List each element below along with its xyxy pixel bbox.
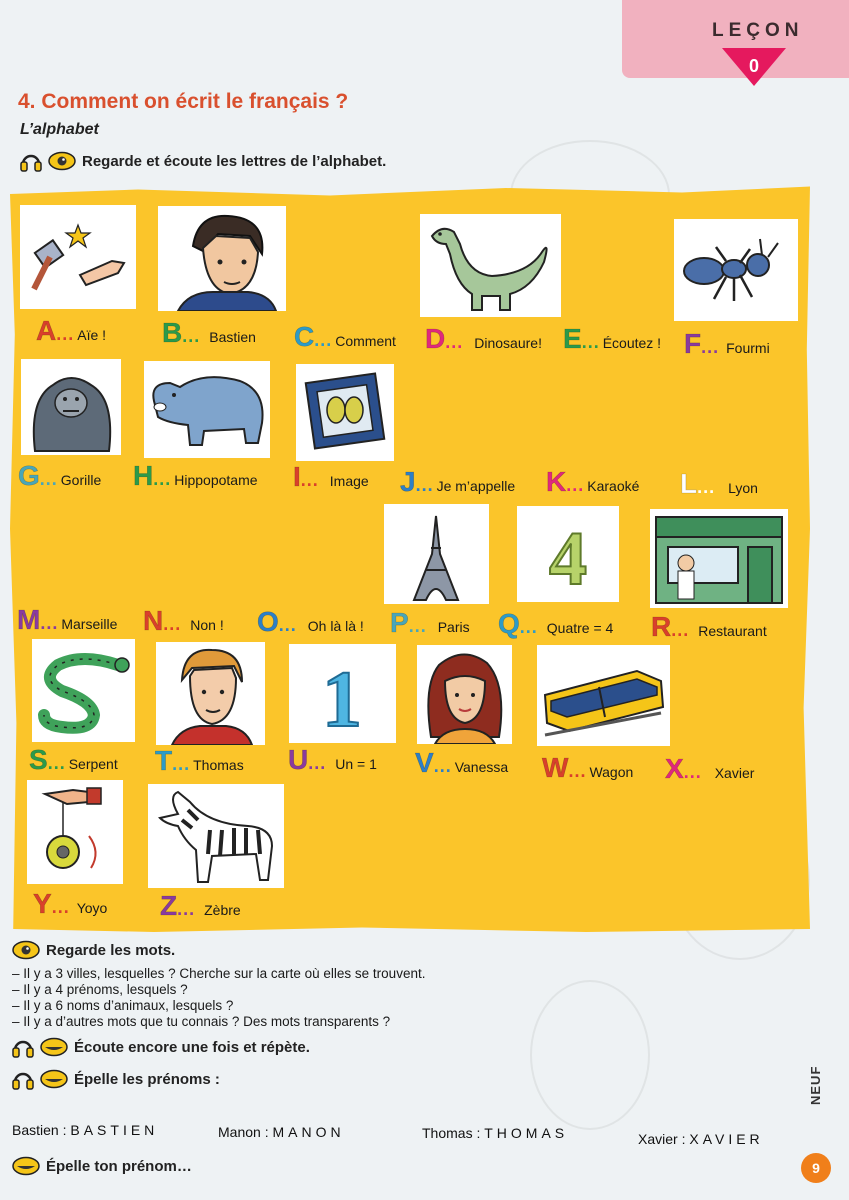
picture-yoyo	[27, 780, 123, 884]
mouth-icon	[40, 1069, 68, 1089]
letter-g: G ... Gorille	[18, 460, 102, 491]
spell-yours-heading	[12, 1156, 192, 1176]
letter-p: P ... Paris	[390, 607, 470, 638]
letter-x: X ... Xavier	[665, 753, 755, 784]
letter-k: K ... Karaoké	[546, 466, 640, 497]
headphones-icon	[12, 1036, 34, 1058]
letter-c: C ... Comment	[294, 321, 396, 352]
letter-i: I ... Image	[293, 461, 369, 492]
picture-zebra	[148, 784, 284, 888]
letter-z: Z ... Zèbre	[160, 890, 241, 921]
question: – Il y a 4 prénoms, lesquels ?	[12, 982, 188, 997]
page-word: NEUF	[808, 1065, 823, 1105]
picture-dinosaur	[420, 214, 561, 317]
look-title: Regarde les mots.	[46, 941, 176, 959]
instruction-text: Regarde et écoute les lettres de l’alphabet.	[82, 152, 387, 170]
letter-u: U ... Un = 1	[288, 744, 377, 775]
section-subtitle: L’alphabet	[20, 121, 99, 138]
spell-names-title: Épelle les prénoms :	[74, 1070, 220, 1088]
listen-again-text: Écoute encore une fois et répète.	[74, 1038, 310, 1056]
number-four-text: 4	[549, 517, 587, 601]
lesson-number: 0	[748, 56, 759, 76]
letter-j: J ... Je m’appelle	[400, 466, 516, 497]
picture-hippopotamus	[144, 361, 270, 458]
headphones-icon	[20, 150, 42, 172]
listen-instruction	[20, 150, 386, 172]
picture-girl-vanessa	[417, 645, 512, 744]
section-title: 4. Comment on écrit le français ?	[18, 90, 349, 113]
picture-number-four	[517, 506, 619, 602]
lesson-label: LEÇON	[712, 20, 804, 41]
letter-r: R ... Restaurant	[651, 611, 767, 642]
picture-eiffel-tower	[384, 504, 489, 604]
spell-item: Thomas : THOMAS	[422, 1125, 569, 1141]
mouth-icon	[40, 1037, 68, 1057]
spell-names-heading	[12, 1068, 792, 1090]
letter-q: Q ... Quatre = 4	[498, 608, 614, 639]
letter-b: B ... Bastien	[162, 317, 256, 348]
picture-snake	[32, 639, 135, 742]
headphones-icon	[12, 1068, 34, 1090]
question: – Il y a 3 villes, lesquelles ? Cherche sur la carte où elles se trouvent.	[12, 966, 426, 981]
eye-icon	[12, 940, 40, 960]
exercises	[12, 940, 792, 1096]
picture-number-one	[289, 644, 396, 743]
spell-item: Bastien : BASTIEN	[12, 1122, 159, 1138]
picture-hammer-finger	[20, 205, 136, 309]
number-one-text: 1	[322, 656, 362, 743]
mouth-icon	[12, 1156, 40, 1176]
picture-boy-thomas	[156, 642, 265, 745]
letter-a: A ... Aïe !	[36, 315, 107, 346]
letter-y: Y ... Yoyo	[33, 888, 108, 919]
spell-item: Xavier : XAVIER	[638, 1131, 764, 1147]
look-heading	[12, 940, 792, 960]
letter-s: S ... Serpent	[29, 744, 118, 775]
letter: A	[36, 315, 57, 346]
listen-again-heading	[12, 1036, 792, 1058]
picture-ant	[674, 219, 798, 321]
letter-v: V ... Vanessa	[415, 747, 509, 778]
picture-restaurant	[650, 509, 788, 608]
picture-gorilla	[21, 359, 121, 455]
letter-f: F ... Fourmi	[684, 328, 770, 359]
eye-icon	[48, 151, 76, 171]
word: Aïe !	[77, 327, 107, 343]
letter-h: H ... Hippopotame	[133, 460, 258, 491]
picture-boy-portrait	[158, 206, 286, 311]
question: – Il y a 6 noms d’animaux, lesquels ?	[12, 998, 234, 1013]
letter-w: W ... Wagon	[542, 752, 634, 783]
page-number: 9	[801, 1153, 831, 1183]
letter-t: T ... Thomas	[155, 745, 244, 776]
letter-e: E ... Écoutez !	[563, 323, 662, 354]
letter-o: O ... Oh là là !	[257, 606, 364, 637]
letter-d: D ... Dinosaure!	[425, 323, 542, 354]
spell-item: Manon : MANON	[218, 1124, 345, 1140]
lesson-tab	[622, 0, 849, 78]
picture-train-wagon	[537, 645, 670, 746]
picture-framed-image	[296, 364, 394, 461]
letter-m: M ... Marseille	[17, 604, 118, 635]
letter-n: N ... Non !	[143, 605, 224, 636]
question: – Il y a d’autres mots que tu connais ? Des mots transparents ?	[12, 1014, 391, 1029]
letter-l: L ... Lyon	[680, 468, 758, 499]
spell-yours-text: Épelle ton prénom…	[46, 1157, 192, 1175]
